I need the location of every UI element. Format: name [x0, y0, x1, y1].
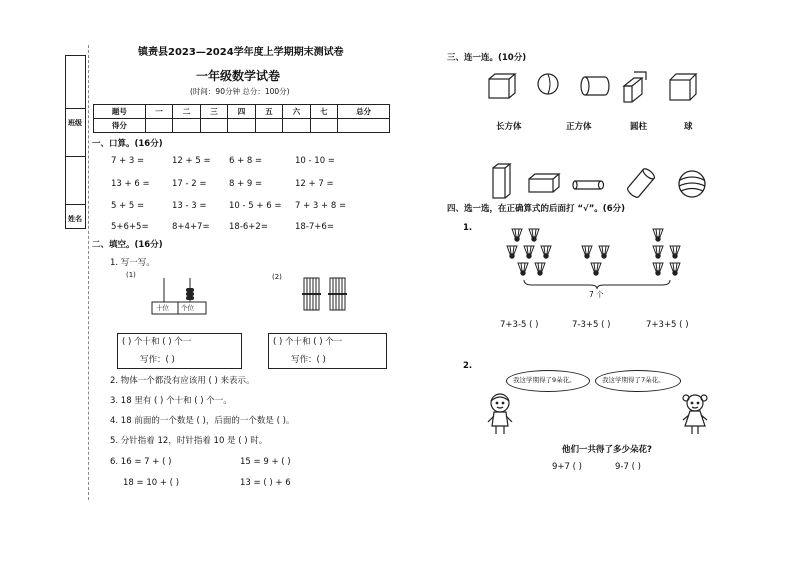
cuboid-box-icon [490, 162, 514, 200]
calc-problem: 5+6+5= [111, 222, 149, 232]
score-cell[interactable] [283, 119, 310, 133]
q1-title: 1. 写一写。 [110, 258, 155, 268]
score-table-cell: 二 [173, 105, 200, 119]
label-sphere: 球 [684, 122, 693, 132]
q1-option-b[interactable]: 7-3+5 ( ) [572, 320, 611, 330]
score-row-label: 得分 [94, 119, 146, 133]
shuttlecock-icon [651, 245, 665, 259]
cylinder-icon [580, 74, 610, 98]
q6b: 15 = 9 + ( ) [240, 457, 291, 467]
calc-problem: 18-6+2= [229, 222, 268, 232]
score-table-score-row [94, 119, 390, 133]
score-table-header-row [94, 105, 390, 119]
girl-icon [680, 392, 710, 436]
section4-title: 四、选一选，在正确算式的后面打 “√”。(6分) [447, 204, 625, 214]
calc-problem: 7 + 3 = [111, 156, 145, 166]
exam-title: 镇赉县2023—2024学年度上学期期末测试卷 [138, 47, 344, 58]
shuttlecock-icon [510, 228, 524, 242]
student-info-strip [65, 55, 86, 229]
bubble-left-text: 我这学期得了9朵花。 [513, 376, 576, 384]
s4-q2-question: 他们一共得了多少朵花? [562, 445, 652, 455]
pipe-cylinder-icon [572, 178, 606, 192]
shuttlecock-icon [522, 245, 536, 259]
answer-line-write: 写作：( ) [291, 355, 326, 365]
calc-problem: 7 + 3 + 8 = [295, 201, 347, 211]
answer-box-1[interactable] [117, 333, 242, 369]
score-cell[interactable] [255, 119, 282, 133]
q3: 3. 18 里有 ( ) 个十和 ( ) 个一。 [110, 396, 232, 406]
calc-problem: 8+4+7= [172, 222, 210, 232]
cube-icon [668, 72, 698, 102]
q4: 4. 18 前面的一个数是 ( )，后面的一个数是 ( )。 [110, 416, 295, 426]
calc-problem: 6 + 8 = [229, 156, 263, 166]
calc-problem: 17 - 2 = [172, 179, 207, 189]
label-cylinder: 圆柱 [630, 122, 648, 132]
time-score: (时间：90分钟 总分：100分) [190, 87, 290, 96]
shuttlecock-icon [668, 245, 682, 259]
q2: 2. 物体一个都没有应该用 ( ) 来表示。 [110, 376, 255, 386]
shuttlecock-icon [668, 262, 682, 276]
class-label: 班级 [68, 119, 82, 127]
cuboid-brick-icon [527, 172, 561, 194]
subject-title: 一年级数学试卷 [196, 69, 281, 83]
sphere-icon [536, 72, 560, 96]
total-label: 7 个 [589, 290, 604, 299]
score-table-cell: 三 [200, 105, 227, 119]
answer-line-tens-ones: ( ) 个十和 ( ) 个一 [122, 337, 192, 347]
section1-title: 一、口算。(16分) [92, 139, 163, 149]
score-cell[interactable] [338, 119, 390, 133]
score-table-cell: 七 [310, 105, 337, 119]
calc-problem: 8 + 9 = [229, 179, 263, 189]
label-cube: 正方体 [566, 122, 592, 132]
s4-q1-num: 1. [463, 223, 473, 233]
calc-problem: 10 - 10 = [295, 156, 335, 166]
calc-problem: 10 - 5 + 6 = [229, 201, 282, 211]
q2-option-b[interactable]: 9-7 ( ) [615, 462, 641, 472]
calc-problem: 18-7+6= [295, 222, 334, 232]
answer-line-tens-ones: ( ) 个十和 ( ) 个一 [273, 337, 343, 347]
score-table-cell: 四 [228, 105, 255, 119]
score-table-cell: 一 [145, 105, 172, 119]
q6a: 6. 16 = 7 + ( ) [110, 457, 172, 467]
shuttlecock-icon [651, 262, 665, 276]
calc-problem: 12 + 5 = [172, 156, 211, 166]
calc-problem: 5 + 5 = [111, 201, 145, 211]
shuttlecock-icon [516, 262, 530, 276]
label-cuboid: 长方体 [496, 122, 522, 132]
shuttlecock-icon [533, 262, 547, 276]
name-label: 姓名 [68, 215, 82, 223]
q6c: 18 = 10 + ( ) [123, 478, 180, 488]
calc-problem: 13 + 6 = [111, 179, 150, 189]
cuboid-tall-icon [620, 70, 650, 104]
score-cell[interactable] [173, 119, 200, 133]
q1-option-a[interactable]: 7+3-5 ( ) [500, 320, 539, 330]
calc-problem: 12 + 7 = [295, 179, 334, 189]
ball-icon [676, 168, 708, 200]
score-cell[interactable] [200, 119, 227, 133]
score-cell[interactable] [145, 119, 172, 133]
cube-icon [487, 72, 517, 100]
bubble-right-text: 我这学期得了7朵花。 [602, 376, 665, 384]
boy-icon [486, 392, 514, 436]
can-cylinder-icon [624, 166, 658, 200]
answer-line-write: 写作：( ) [140, 355, 175, 365]
brace-icon [522, 278, 672, 290]
score-table [93, 104, 390, 133]
shuttlecock-icon [505, 245, 519, 259]
score-table-cell: 题号 [94, 105, 146, 119]
score-table-cell: 五 [255, 105, 282, 119]
q5: 5. 分针指着 12，时针指着 10 是 ( ) 时。 [110, 436, 268, 446]
shuttlecock-icon [580, 245, 594, 259]
score-cell[interactable] [310, 119, 337, 133]
score-table-cell: 六 [283, 105, 310, 119]
calc-problem: 13 - 3 = [172, 201, 207, 211]
score-table-cell: 总分 [338, 105, 390, 119]
ones-place-label: 个位 [181, 304, 194, 312]
q1-sub1: (1) [126, 271, 136, 279]
q1-option-c[interactable]: 7+3+5 ( ) [646, 320, 689, 330]
q2-option-a[interactable]: 9+7 ( ) [552, 462, 582, 472]
speech-bubble-left [506, 370, 590, 392]
section3-title: 三、连一连。(10分) [447, 53, 527, 63]
score-cell[interactable] [228, 119, 255, 133]
q6d: 13 = ( ) + 6 [240, 478, 291, 488]
shuttlecock-icon [651, 228, 665, 242]
seal-line [88, 45, 89, 500]
s4-q2-num: 2. [463, 361, 473, 371]
shuttlecock-icon [539, 245, 553, 259]
shuttlecock-icon [597, 245, 611, 259]
tens-place-label: 十位 [156, 304, 169, 312]
stick-bundles-icon [300, 276, 356, 312]
q1-sub2: (2) [272, 273, 282, 281]
speech-bubble-right [595, 370, 681, 392]
section2-title: 二、填空。(16分) [92, 240, 163, 250]
shuttlecock-icon [527, 228, 541, 242]
shuttlecock-icon [589, 262, 603, 276]
answer-box-2[interactable] [268, 333, 387, 369]
